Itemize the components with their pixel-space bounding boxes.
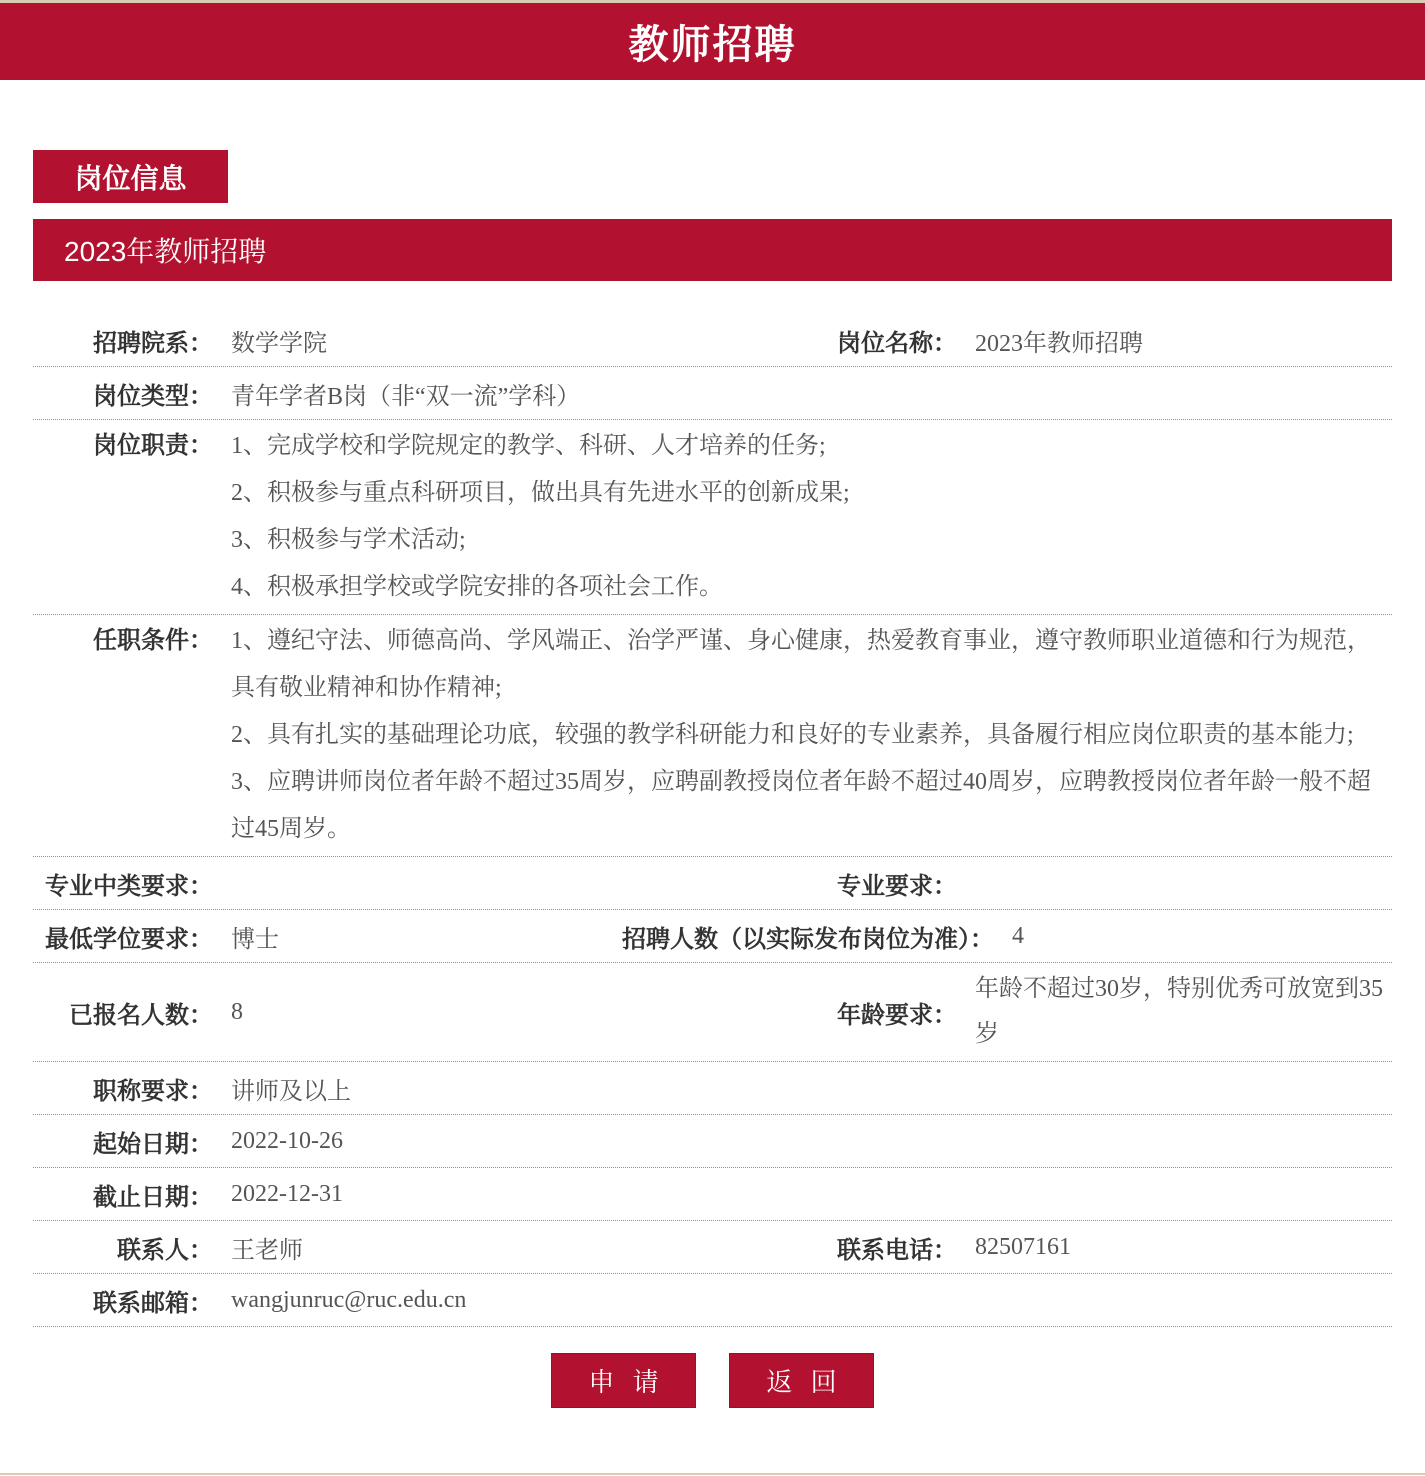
age-requirement-value: 年龄不超过30岁，特别优秀可放宽到35岁 bbox=[975, 976, 1383, 1047]
post-name-value: 2023年教师招聘 bbox=[975, 330, 1143, 357]
row-degree-and-headcount bbox=[33, 910, 1392, 963]
apply-button-label: 申请 bbox=[588, 1367, 677, 1397]
contact-phone-value: 82507161 bbox=[975, 1233, 1071, 1260]
row-major-requirements bbox=[33, 857, 1392, 910]
qualifications-value bbox=[231, 618, 1392, 853]
major-category-label: 专业中类要求： bbox=[45, 873, 213, 900]
action-buttons bbox=[0, 1353, 1425, 1408]
contact-person-value: 王老师 bbox=[231, 1237, 303, 1264]
qualifications-label: 任职条件： bbox=[93, 628, 213, 654]
title-requirement-label: 职称要求： bbox=[93, 1078, 213, 1105]
end-date-value: 2022-12-31 bbox=[231, 1180, 343, 1207]
duty-line: 3、积极参与学术活动; bbox=[231, 527, 466, 553]
title-requirement-value: 讲师及以上 bbox=[231, 1078, 351, 1105]
back-button[interactable] bbox=[729, 1353, 874, 1408]
page-title: 教师招聘 bbox=[628, 23, 797, 67]
start-date-value: 2022-10-26 bbox=[231, 1127, 343, 1154]
min-degree-label: 最低学位要求： bbox=[45, 926, 213, 953]
row-dept-and-postname bbox=[33, 314, 1392, 367]
applicants-value: 8 bbox=[231, 998, 243, 1025]
duty-line: 1、完成学校和学院规定的教学、科研、人才培养的任务; bbox=[231, 433, 826, 459]
age-requirement-label: 年龄要求： bbox=[837, 1002, 957, 1029]
apply-button[interactable] bbox=[551, 1353, 696, 1408]
row-start-date bbox=[33, 1115, 1392, 1168]
min-degree-value: 博士 bbox=[231, 926, 279, 953]
row-end-date bbox=[33, 1168, 1392, 1221]
section-badge-label: 岗位信息 bbox=[74, 162, 187, 194]
row-contact-and-phone bbox=[33, 1221, 1392, 1274]
row-applicants-and-age bbox=[33, 963, 1392, 1062]
post-type-label: 岗位类型： bbox=[93, 383, 213, 410]
contact-person-label: 联系人： bbox=[117, 1237, 213, 1264]
start-date-label: 起始日期： bbox=[93, 1131, 213, 1158]
major-label: 专业要求： bbox=[837, 873, 957, 900]
job-title-bar bbox=[33, 219, 1392, 281]
applicants-label: 已报名人数： bbox=[69, 1002, 213, 1029]
contact-phone-label: 联系电话： bbox=[837, 1237, 957, 1264]
post-duty-value bbox=[231, 423, 1392, 611]
end-date-label: 截止日期： bbox=[93, 1184, 213, 1211]
job-info-table bbox=[33, 314, 1392, 1327]
recruiting-dept-value: 数学学院 bbox=[231, 330, 327, 357]
page-header bbox=[0, 0, 1425, 80]
post-type-value: 青年学者B岗（非“双一流”学科） bbox=[231, 383, 581, 410]
headcount-label: 招聘人数（以实际发布岗位为准）： bbox=[622, 926, 994, 953]
qualification-line: 3、应聘讲师岗位者年龄不超过35周岁，应聘副教授岗位者年龄不超过40周岁，应聘教授岗位者年龄一般不超过45周岁。 bbox=[231, 769, 1371, 842]
row-qualifications bbox=[33, 615, 1392, 857]
post-duty-label: 岗位职责： bbox=[93, 433, 213, 459]
row-contact-email bbox=[33, 1274, 1392, 1327]
contact-email-label: 联系邮箱： bbox=[93, 1290, 213, 1317]
job-title-bar-label: 2023年教师招聘 bbox=[64, 236, 267, 267]
row-post-duty bbox=[33, 420, 1392, 615]
qualification-line: 1、遵纪守法、师德高尚、学风端正、治学严谨、身心健康，热爱教育事业，遵守教师职业道德和行为规范，具有敬业精神和协作精神; bbox=[231, 628, 1371, 701]
row-post-type bbox=[33, 367, 1392, 420]
duty-line: 4、积极承担学校或学院安排的各项社会工作。 bbox=[231, 574, 723, 600]
post-name-label: 岗位名称： bbox=[837, 330, 957, 357]
contact-email-value: wangjunruc@ruc.edu.cn bbox=[231, 1286, 467, 1313]
duty-line: 2、积极参与重点科研项目，做出具有先进水平的创新成果; bbox=[231, 480, 850, 506]
qualification-line: 2、具有扎实的基础理论功底，较强的教学科研能力和良好的专业素养，具备履行相应岗位职责的基本能力; bbox=[231, 722, 1354, 748]
back-button-label: 返回 bbox=[766, 1367, 855, 1397]
headcount-value: 4 bbox=[1012, 922, 1024, 949]
row-title-requirement bbox=[33, 1062, 1392, 1115]
section-badge bbox=[33, 150, 228, 203]
recruiting-dept-label: 招聘院系： bbox=[93, 330, 213, 357]
